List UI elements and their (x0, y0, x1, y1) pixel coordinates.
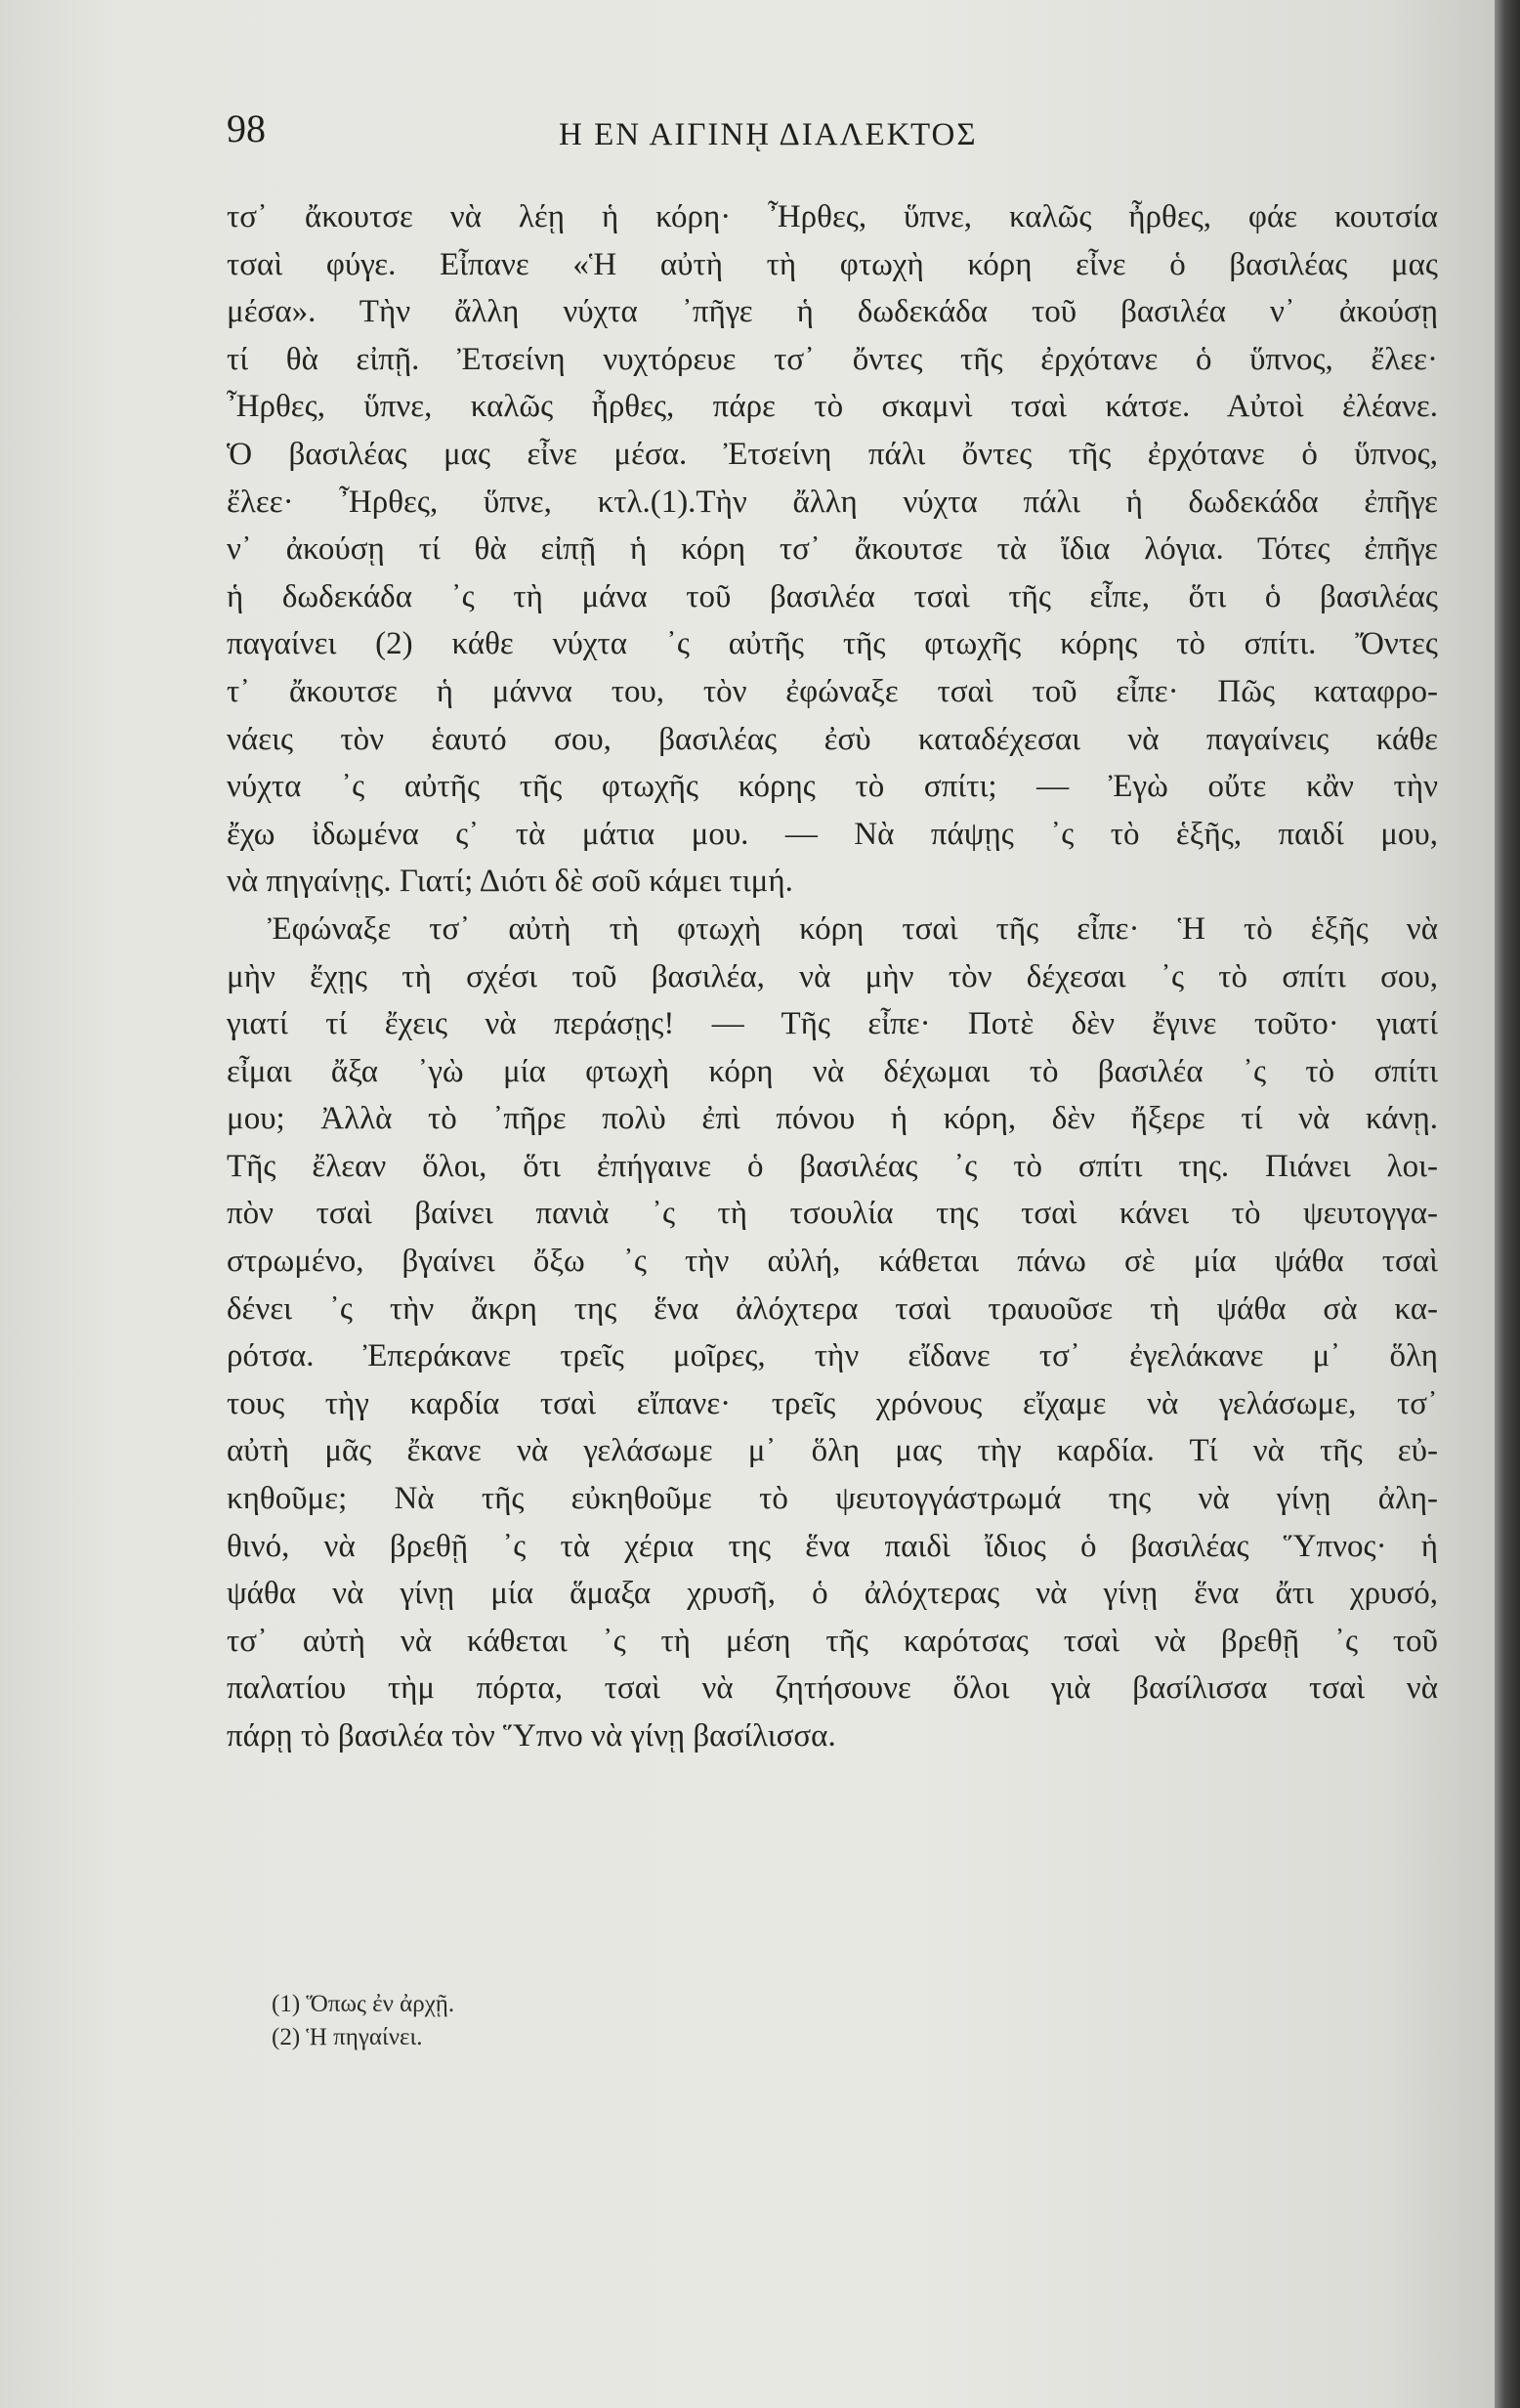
text-line: κηθοῦμε; Νὰ τῆς εὐκηθοῦμε τὸ ψευτογγάστρωμά της νὰ γίνῃ ἀλη- (227, 1481, 1438, 1517)
footnotes (272, 1988, 955, 2054)
text-line: ἔχω ἰδωμένα ς᾽ τὰ μάτια μου. — Νὰ πάψῃς ᾿ς τὸ ἑξῆς, παιδί μου, (227, 816, 1438, 852)
text-line: πάρῃ τὸ βασιλέα τὸν Ὕπνο νὰ γίνῃ βασίλισσα. (227, 1718, 836, 1753)
text-line: στρωμένο, βγαίνει ὄξω ᾿ς τὴν αὐλή, κάθεται πάνω σὲ μία ψάθα τσαὶ (227, 1244, 1438, 1280)
text-line: ρότσα. Ἐπεράκανε τρεῖς μοῖρες, τὴν εἴδανε τσ᾽ ἐγελάκανε μ᾽ ὅλη (227, 1338, 1438, 1374)
page-number: 98 (227, 106, 266, 150)
text-line: πὸν τσαὶ βαίνει πανιὰ ᾿ς τὴ τσουλία της τσαὶ κάνει τὸ ψευτογγα- (227, 1196, 1438, 1232)
text-line: Ὁ βασιλέας μας εἶνε μέσα. Ἐτσείνη πάλι ὄντες τῆς ἐρχότανε ὁ ὕπνος, (227, 436, 1438, 472)
text-line: ἡ δωδεκάδα ᾿ς τὴ μάνα τοῦ βασιλέα τσαὶ τῆς εἶπε, ὅτι ὁ βασιλέας (227, 578, 1438, 614)
text-line: Τῆς ἔλεαν ὅλοι, ὅτι ἐπήγαινε ὁ βασιλέας ᾿ς τὸ σπίτι της. Πιάνει λοι- (227, 1148, 1438, 1184)
text-line: δένει ᾿ς τὴν ἄκρη της ἕνα ἀλόχτερα τσαὶ τραυοῦσε τὴ ψάθα σὰ κα- (227, 1290, 1438, 1327)
text-line: νάεις τὸν ἑαυτό σου, βασιλέας ἐσὺ καταδέχεσαι νὰ παγαίνεις κάθε (227, 721, 1438, 757)
text-line: γιατί τί ἔχεις νὰ περάσῃς! — Τῆς εἶπε· Ποτὲ δὲν ἔγινε τοῦτο· γιατί (227, 1006, 1438, 1042)
text-line: Ἐφώναξε τσ᾽ αὐτὴ τὴ φτωχὴ κόρη τσαὶ τῆς εἶπε· Ἡ τὸ ἑξῆς νὰ (268, 910, 1438, 947)
book-gutter (1495, 0, 1520, 2408)
footnote-1: (1) Ὅπως ἐν ἀρχῇ. (272, 1991, 455, 2017)
text-line: μὴν ἔχῃς τὴ σχέσι τοῦ βασιλέα, νὰ μὴν τὸν δέχεσαι ᾿ς τὸ σπίτι σου, (227, 958, 1438, 994)
text-line: παγαίνει (2) κάθε νύχτα ᾿ς αὐτῆς τῆς φτωχῆς κόρης τὸ σπίτι. Ὄντες (227, 626, 1438, 662)
text-line: Ἦρθες, ὕπνε, καλῶς ἦρθες, πάρε τὸ σκαμνὶ τσαὶ κάτσε. Αὐτοὶ ἐλέανε. (227, 389, 1438, 425)
page-header (227, 106, 1438, 164)
text-line: μου; Ἀλλὰ τὸ ᾿πῆρε πολὺ ἐπὶ πόνου ἡ κόρη, δὲν ἤξερε τί νὰ κάνῃ. (227, 1101, 1438, 1137)
text-line: τσ᾽ αὐτὴ νὰ κάθεται ᾿ς τὴ μέση τῆς καρότσας τσαὶ νὰ βρεθῇ ᾿ς τοῦ (227, 1623, 1438, 1659)
running-head: Η ΕΝ ΑΙΓΙΝῌ ΔΙΑΛΕΚΤΟΣ (559, 117, 978, 152)
body-text (227, 193, 1438, 1760)
text-line: θινό, νὰ βρεθῇ ᾿ς τὰ χέρια της ἕνα παιδὶ ἴδιος ὁ βασιλέας Ὕπνος· ἡ (227, 1528, 1438, 1564)
text-line: τ᾽ ἄκουτσε ἡ μάννα του, τὸν ἐφώναξε τσαὶ τοῦ εἶπε· Πῶς καταφρο- (227, 673, 1438, 709)
text-line: τί θὰ εἰπῇ. Ἐτσείνη νυχτόρευε τσ᾽ ὄντες τῆς ἐρχότανε ὁ ὕπνος, ἔλεε· (227, 341, 1438, 377)
text-line: νὰ πηγαίνῃς. Γιατί; Διότι δὲ σοῦ κάμει τιμή. (227, 864, 793, 900)
text-line: παλατίου τὴμ πόρτα, τσαὶ νὰ ζητήσουνε ὅλοι γιὰ βασίλισσα τσαὶ νὰ (227, 1670, 1438, 1707)
footnote-2: (2) Ἡ πηγαίνει. (272, 2024, 423, 2050)
text-line: ἔλεε· Ἦρθες, ὕπνε, κτλ.(1).Τὴν ἄλλη νύχτα πάλι ἡ δωδεκάδα ἐπῆγε (227, 484, 1438, 520)
text-line: τσαὶ φύγε. Εἶπανε «Ἡ αὐτὴ τὴ φτωχὴ κόρη εἶνε ὁ βασιλέας μας (227, 246, 1438, 282)
text-line: τσ᾽ ἄκουτσε νὰ λέῃ ἡ κόρη· Ἦρθες, ὕπνε, καλῶς ἦρθες, φάε κουτσία (227, 199, 1438, 234)
text-line: ν᾽ ἀκούσῃ τί θὰ εἰπῇ ἡ κόρη τσ᾽ ἄκουτσε τὰ ἴδια λόγια. Τότες ἐπῆγε (227, 531, 1438, 568)
text-line: εἶμαι ἄξα ᾿γὼ μία φτωχὴ κόρη νὰ δέχωμαι τὸ βασιλέα ᾿ς τὸ σπίτι (227, 1053, 1438, 1089)
text-line: αὐτὴ μᾶς ἔκανε νὰ γελάσωμε μ᾽ ὅλη μας τὴγ καρδία. Τί νὰ τῆς εὐ- (227, 1433, 1438, 1469)
text-line: τους τὴγ καρδία τσαὶ εἴπανε· τρεῖς χρόνους εἴχαμε νὰ γελάσωμε, τσ᾽ (227, 1385, 1438, 1421)
text-line: ψάθα νὰ γίνῃ μία ἅμαξα χρυσῆ, ὁ ἀλόχτερας νὰ γίνῃ ἕνα ἄτι χρυσό, (227, 1576, 1438, 1612)
text-line: νύχτα ᾿ς αὐτῆς τῆς φτωχῆς κόρης τὸ σπίτι; — Ἐγὼ οὔτε κἂν τὴν (227, 769, 1438, 805)
text-line: μέσα». Τὴν ἄλλη νύχτα ᾿πῆγε ἡ δωδεκάδα τοῦ βασιλέα ν᾽ ἀκούσῃ (227, 294, 1438, 330)
